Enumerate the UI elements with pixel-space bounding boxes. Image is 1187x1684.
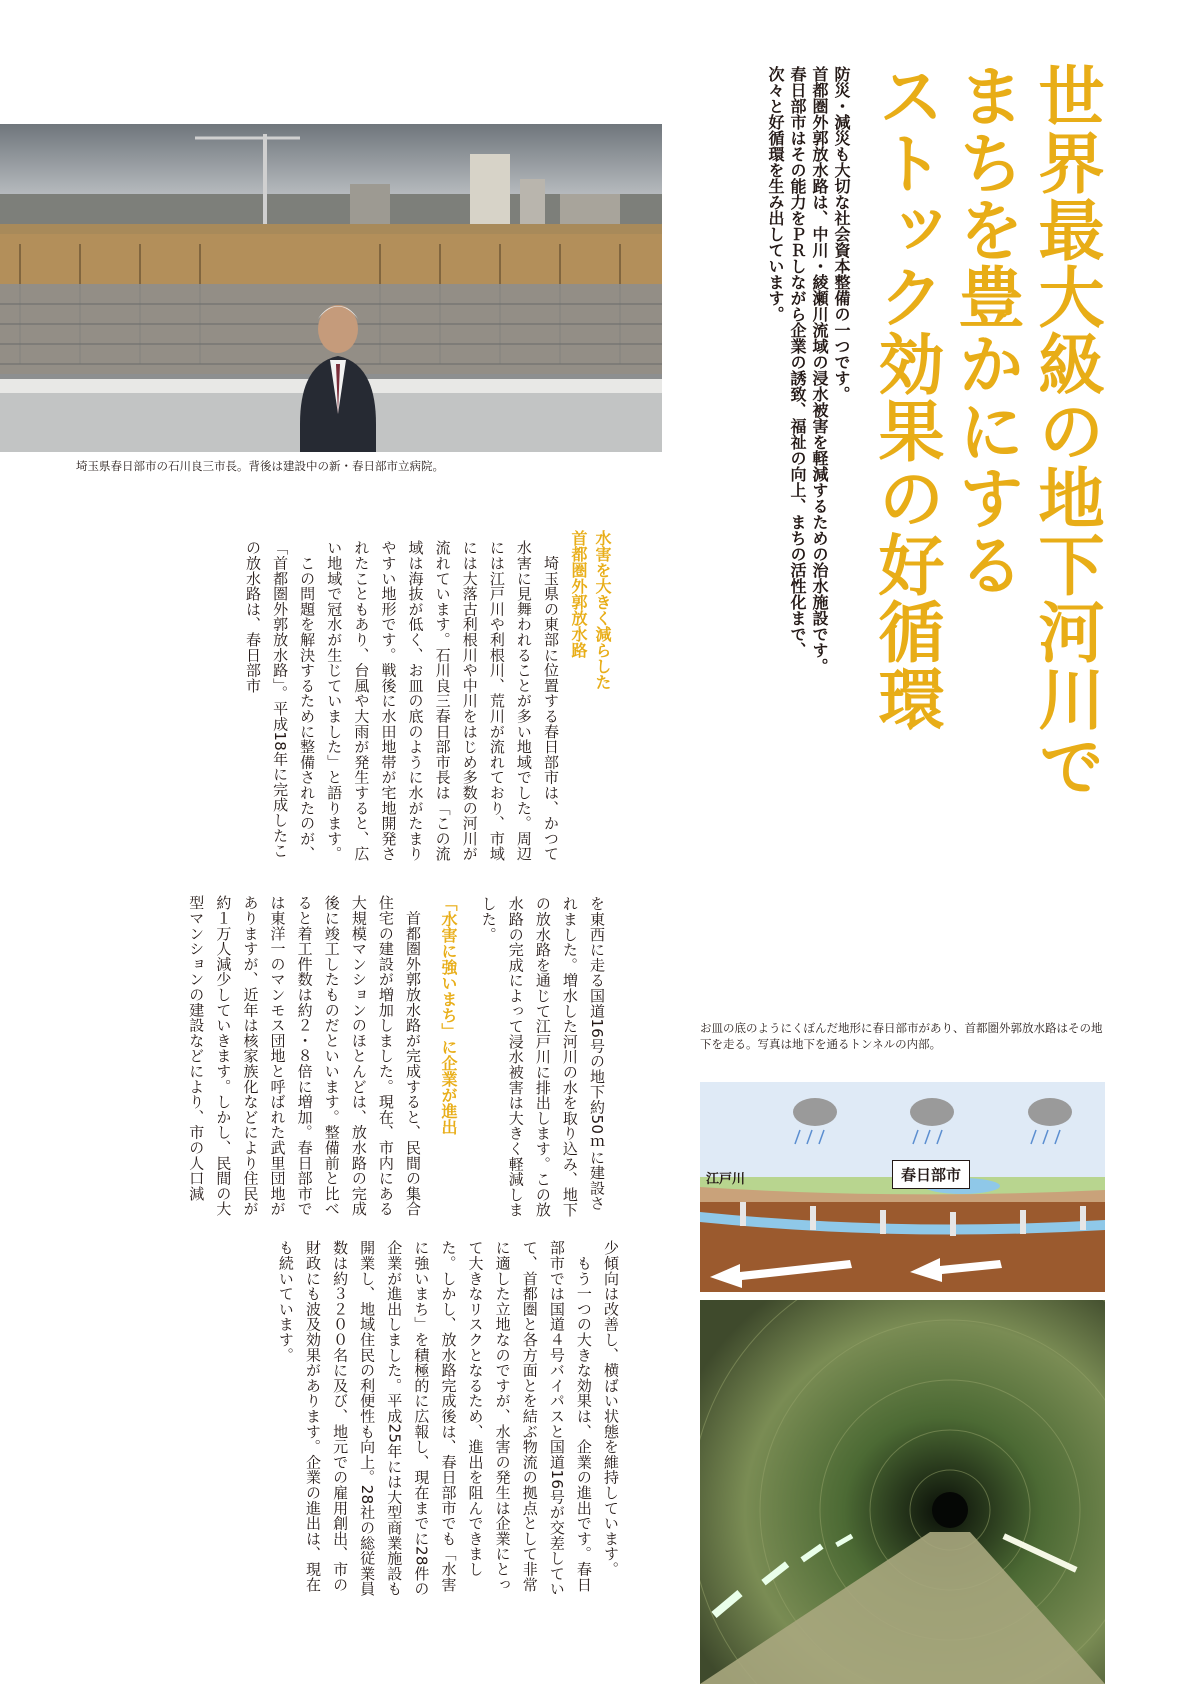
diagram-label-river: 江戸川 <box>706 1172 746 1187</box>
cross-section-diagram <box>700 1082 1105 1292</box>
section1-continuation: を東西に走る国道16号の地下約50ｍに建設されました。増水した河川の水を取り込み、地下の放水路を通じて江戸川に排出します。この放水路の完成によって浸水被害は大きく軽減しました。 <box>479 896 606 1218</box>
tunnel-illustration <box>700 1300 1105 1684</box>
section1-heading: 水害を大きく減らした 首都圏外郭放水路 <box>569 530 612 690</box>
mayor-photo-illustration <box>0 124 662 452</box>
section2-body: 首都圏外郭放水路が完成すると、民間の集合住宅の建設が増加しました。現在、市内にある大規模マンションのほとんどは、放水路の完成後に竣工したものだといいます。整備前と比べると着工件数は約２・８倍に増加。春日部市では東洋一のマンモス団地と呼ばれた武里団地がありますが、近年は核家族化などにより住民が約１万人減少していきます。しかし、民間の大型マンションの建設などにより、市の人口減 <box>187 895 422 1217</box>
page-title: 世界最大級の地下河川で まちを豊かにする ストック効果の好循環 <box>867 62 1104 799</box>
section2-heading: 「水害に強いまち」に企業が進出 <box>439 895 458 1135</box>
section2-continuation: 少傾向は改善し、横ばい状態を維持しています。 もう一つの大きな効果は、企業の進出です。春日部市では国道４号バイパスと国道16号が交差していて、首都圏と各方面とを結ぶ物流の拠点として非常に適した立地なのですが、水害の発生は企業にとって大きなリスクとなるため、進出を阻んできました。しかし、放水路完成後は、春日部市でも「水害に強いまち」を積極的に広報し、現在までに28件の企業が進出しました。平成25年には大型商業施設も開業し、地域住民の利便性も向上。28社の総従業員数は約３２００名に及び、地元での雇用創出、市の財政にも波及効果があります。企業の進出は、現在も続いています。 <box>276 1240 620 1597</box>
section1-body: 埼玉県の東部に位置する春日部市は、かつて水害に見舞われることが多い地域でした。周辺には江戸川や利根川、荒川が流れており、市域には大落古利根川や中川をはじめ多数の河川が流れています。石川良三春日部市長は「この流域は海抜が低く、お皿の底のように水がたまりやすい地形です。戦後に水田地帯が宅地開発されたこともあり、台風や大雨が発生すると、広い地域で冠水が生じていました」と語ります。 この問題を解決するために整備されたのが、「首都圏外郭放水路」。平成18年に完成したこの放水路は、春日部市 <box>243 540 560 862</box>
diagram-label-city: 春日部市 <box>892 1160 970 1189</box>
tunnel-photo <box>700 1300 1105 1684</box>
mayor-photo <box>0 124 662 452</box>
lead-text: 防災・減災も大切な社会資本整備の一つです。 首都圏外郭放水路は、中川・綾瀬川流域の浸水被害を軽減するための治水施設です。 春日部市はその能力をＰＲしながら企業の誘致、福祉の向上、まちの活性化まで、 次々と好循環を生み出しています。 <box>766 66 851 674</box>
diagram-caption: お皿の底のようにくぼんだ地形に春日部市があり、首都圏外郭放水路はその地下を走る。写真は地下を通るトンネルの内部。 <box>700 1021 1103 1051</box>
mayor-photo-caption: 埼玉県春日部市の石川良三市長。背後は建設中の新・春日部市立病院。 <box>76 459 444 473</box>
